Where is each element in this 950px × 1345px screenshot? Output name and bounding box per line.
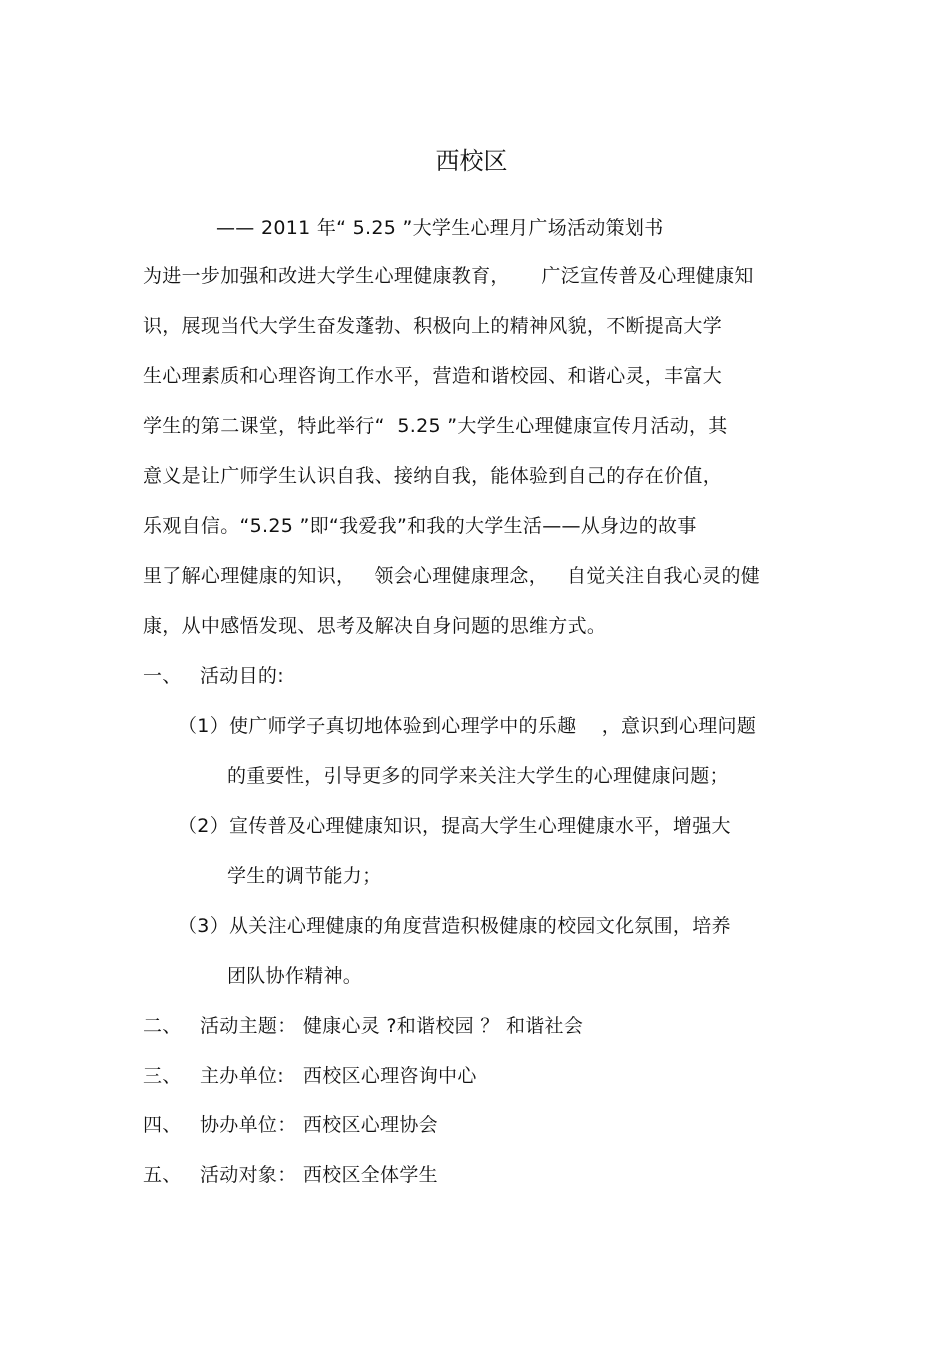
intro-line: 乐观自信。“5.25 ”即“我爱我”和我的大学生活——从身边的故事 bbox=[143, 515, 697, 537]
section-text: 协办单位： 西校区心理协会 bbox=[200, 1114, 438, 1136]
goal-item-continuation: 学生的调节能力； bbox=[227, 865, 382, 887]
goal-item: （2）宣传普及心理健康知识，提高大学生心理健康水平，增强大 bbox=[178, 815, 731, 837]
goal-item: （3）从关注心理健康的角度营造积极健康的校园文化氛围，培养 bbox=[178, 915, 731, 937]
section-text: 活动主题： 健康心灵 ?和谐校园 ？ 和谐社会 bbox=[200, 1015, 584, 1037]
goal-item-continuation: 团队协作精神。 bbox=[227, 965, 363, 987]
intro-line: 意义是让广师学生认识自我、接纳自我，能体验到自己的存在价值， bbox=[143, 465, 723, 487]
section-label: 活动目的: bbox=[200, 665, 284, 687]
section-number: 五、 bbox=[143, 1164, 182, 1186]
goal-item: （1）使广师学子真切地体验到心理学中的乐趣 ，意识到心理问题 bbox=[178, 715, 757, 737]
section-text: 活动对象： 西校区全体学生 bbox=[200, 1164, 438, 1186]
intro-line: 学生的第二课堂，特此举行“ 5.25 ”大学生心理健康宣传月活动，其 bbox=[143, 415, 728, 437]
goal-item-continuation: 的重要性，引导更多的同学来关注大学生的心理健康问题； bbox=[227, 765, 729, 787]
section-number: 二、 bbox=[143, 1015, 182, 1037]
intro-line: 识，展现当代大学生奋发蓬勃、积极向上的精神风貌，不断提高大学 bbox=[143, 315, 723, 337]
intro-line: 里了解心理健康的知识， 领会心理健康理念， 自觉关注自我心灵的健 bbox=[143, 565, 761, 587]
intro-line: 康，从中感悟发现、思考及解决自身问题的思维方式。 bbox=[143, 615, 607, 637]
document-title: 西校区 bbox=[435, 147, 508, 175]
intro-line: 为进一步加强和改进大学生心理健康教育， 广泛宣传普及心理健康知 bbox=[143, 265, 754, 287]
section-number: 一、 bbox=[143, 665, 182, 687]
section-number: 三、 bbox=[143, 1065, 182, 1087]
document-subtitle: —— 2011 年“ 5.25 ”大学生心理月广场活动策划书 bbox=[216, 217, 664, 239]
section-number: 四、 bbox=[143, 1114, 182, 1136]
section-text: 主办单位: 西校区心理咨询中心 bbox=[200, 1065, 477, 1087]
intro-line: 生心理素质和心理咨询工作水平，营造和谐校园、和谐心灵，丰富大 bbox=[143, 365, 723, 387]
